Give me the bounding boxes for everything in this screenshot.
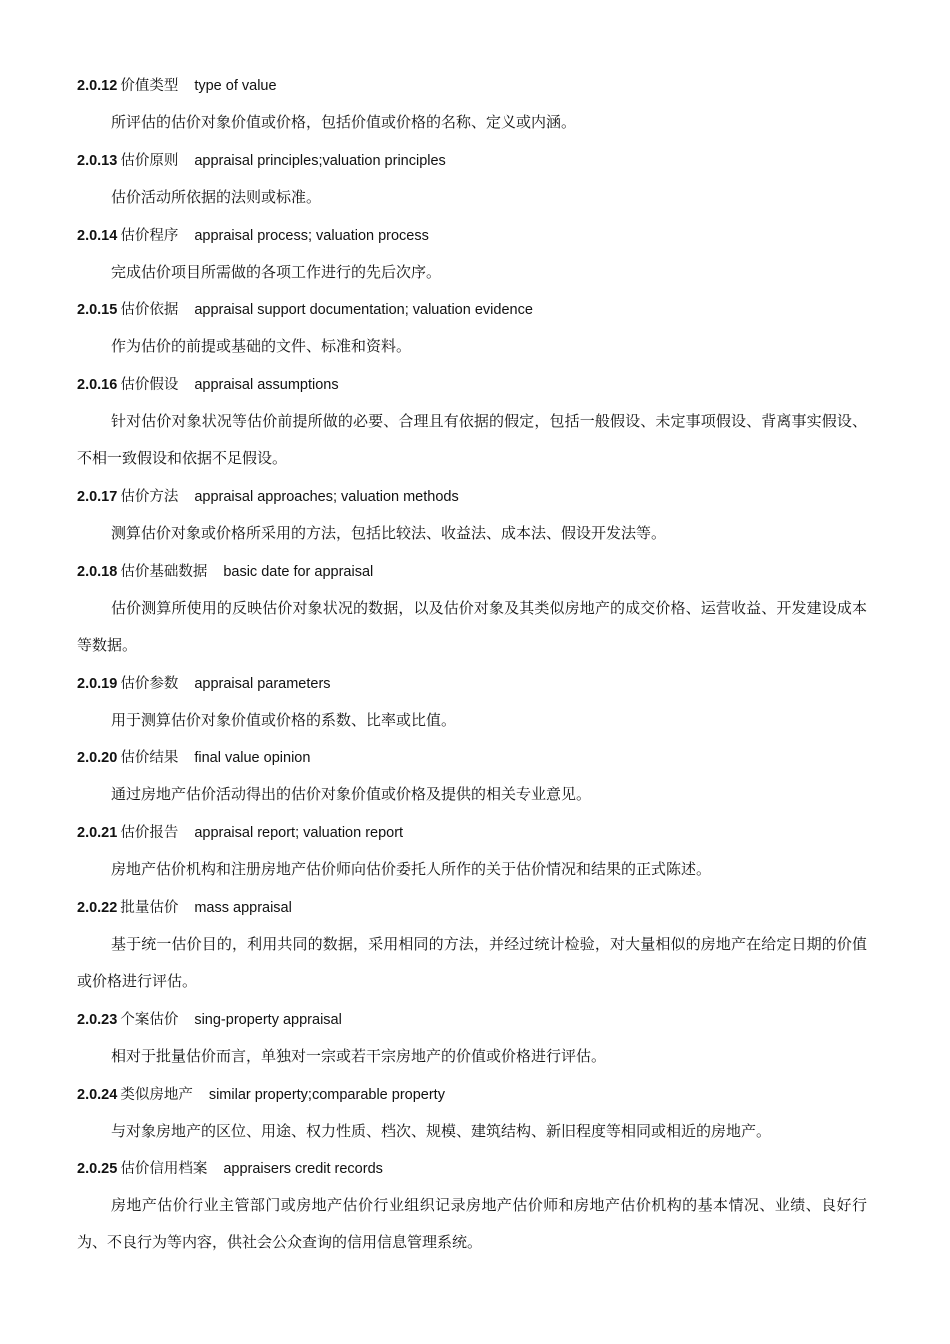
term-english: appraisal approaches; valuation methods	[194, 489, 459, 505]
term-heading	[77, 300, 877, 320]
term-number: 2.0.21	[77, 825, 118, 841]
term-chinese: 估价方法	[120, 489, 179, 505]
term-chinese: 估价信用档案	[120, 1161, 208, 1177]
term-definition: 估价活动所依据的法则或标准。	[111, 188, 322, 206]
term-heading	[77, 674, 877, 694]
term-chinese: 估价基础数据	[120, 564, 208, 580]
term-entry-2-0-17	[77, 487, 877, 552]
term-number: 2.0.15	[77, 302, 118, 318]
term-number: 2.0.19	[77, 676, 118, 692]
term-heading	[77, 76, 877, 96]
term-english: appraisal parameters	[194, 676, 331, 692]
term-english: appraisal report; valuation report	[194, 825, 404, 841]
term-entry-2-0-18	[77, 562, 877, 664]
term-entry-2-0-12	[77, 76, 877, 141]
term-english: final value opinion	[194, 750, 311, 766]
term-heading	[77, 898, 877, 918]
term-entry-2-0-21	[77, 823, 877, 888]
term-chinese: 类似房地产	[120, 1087, 193, 1103]
term-entry-2-0-20	[77, 748, 877, 813]
term-chinese: 估价程序	[120, 228, 179, 244]
term-english: appraisal process; valuation process	[194, 228, 429, 244]
term-english: appraisal assumptions	[194, 377, 339, 393]
term-english: appraisers credit records	[223, 1161, 383, 1177]
term-chinese: 个案估价	[120, 1012, 179, 1028]
term-heading	[77, 1010, 877, 1030]
term-entry-2-0-14	[77, 226, 877, 291]
term-number: 2.0.25	[77, 1161, 118, 1177]
term-heading	[77, 151, 877, 171]
term-definition: 基于统一估价目的，利用共同的数据，采用相同的方法，并经过统计检验，对大量相似的房地产在给定日期的价值或价格进行评估。	[77, 935, 867, 990]
term-number: 2.0.12	[77, 78, 118, 94]
term-english: appraisal principles;valuation principles	[194, 153, 446, 169]
term-english: basic date for appraisal	[223, 564, 374, 580]
term-heading	[77, 562, 877, 582]
term-entry-2-0-23	[77, 1010, 877, 1075]
term-definition: 用于测算估价对象价值或价格的系数、比率或比值。	[111, 711, 457, 729]
term-chinese: 价值类型	[120, 78, 179, 94]
term-heading	[77, 1159, 877, 1179]
term-heading	[77, 1085, 877, 1105]
term-definition: 测算估价对象或价格所采用的方法，包括比较法、收益法、成本法、假设开发法等。	[111, 524, 667, 542]
term-english: appraisal support documentation; valuation evidence	[194, 302, 533, 318]
term-chinese: 估价原则	[120, 153, 179, 169]
term-entry-2-0-22	[77, 898, 877, 1000]
term-chinese: 批量估价	[120, 900, 179, 916]
term-number: 2.0.17	[77, 489, 118, 505]
term-heading	[77, 226, 877, 246]
term-definition: 作为估价的前提或基础的文件、标准和资料。	[111, 337, 412, 355]
term-entry-2-0-15	[77, 300, 877, 365]
term-definition: 通过房地产估价活动得出的估价对象价值或价格及提供的相关专业意见。	[111, 785, 592, 803]
term-number: 2.0.23	[77, 1012, 118, 1028]
term-definition: 完成估价项目所需做的各项工作进行的先后次序。	[111, 263, 442, 281]
term-heading	[77, 487, 877, 507]
term-definition: 针对估价对象状况等估价前提所做的必要、合理且有依据的假定，包括一般假设、未定事项假设、背离事实假设、不相一致假设和依据不足假设。	[77, 412, 867, 467]
term-chinese: 估价依据	[120, 302, 179, 318]
term-entry-2-0-13	[77, 151, 877, 216]
term-definition: 相对于批量估价而言，单独对一宗或若干宗房地产的价值或价格进行评估。	[111, 1047, 607, 1065]
term-definition: 房地产估价行业主管部门或房地产估价行业组织记录房地产估价师和房地产估价机构的基本情况、业绩、良好行为、不良行为等内容，供社会公众查询的信用信息管理系统。	[77, 1196, 867, 1251]
term-english: mass appraisal	[194, 900, 292, 916]
term-number: 2.0.24	[77, 1087, 118, 1103]
term-definition: 估价测算所使用的反映估价对象状况的数据，以及估价对象及其类似房地产的成交价格、运营收益、开发建设成本等数据。	[77, 599, 867, 654]
term-number: 2.0.16	[77, 377, 118, 393]
term-number: 2.0.22	[77, 900, 118, 916]
term-definition: 与对象房地产的区位、用途、权力性质、档次、规模、建筑结构、新旧程度等相同或相近的房地产。	[111, 1122, 772, 1140]
term-definition: 房地产估价机构和注册房地产估价师向估价委托人所作的关于估价情况和结果的正式陈述。	[111, 860, 712, 878]
term-entry-2-0-25	[77, 1159, 877, 1261]
term-heading	[77, 375, 877, 395]
term-english: sing-property appraisal	[194, 1012, 342, 1028]
term-chinese: 估价报告	[120, 825, 179, 841]
term-chinese: 估价假设	[120, 377, 179, 393]
term-english: similar property;comparable property	[208, 1087, 445, 1103]
term-number: 2.0.13	[77, 153, 118, 169]
term-entry-2-0-24	[77, 1085, 877, 1150]
term-chinese: 估价参数	[120, 676, 179, 692]
term-number: 2.0.20	[77, 750, 118, 766]
term-number: 2.0.18	[77, 564, 118, 580]
term-entry-2-0-16	[77, 375, 877, 477]
term-heading	[77, 823, 877, 843]
term-entry-2-0-19	[77, 674, 877, 739]
term-number: 2.0.14	[77, 228, 118, 244]
term-heading	[77, 748, 877, 768]
term-chinese: 估价结果	[120, 750, 179, 766]
term-english: type of value	[194, 78, 277, 94]
term-definition: 所评估的估价对象价值或价格，包括价值或价格的名称、定义或内涵。	[111, 113, 577, 131]
